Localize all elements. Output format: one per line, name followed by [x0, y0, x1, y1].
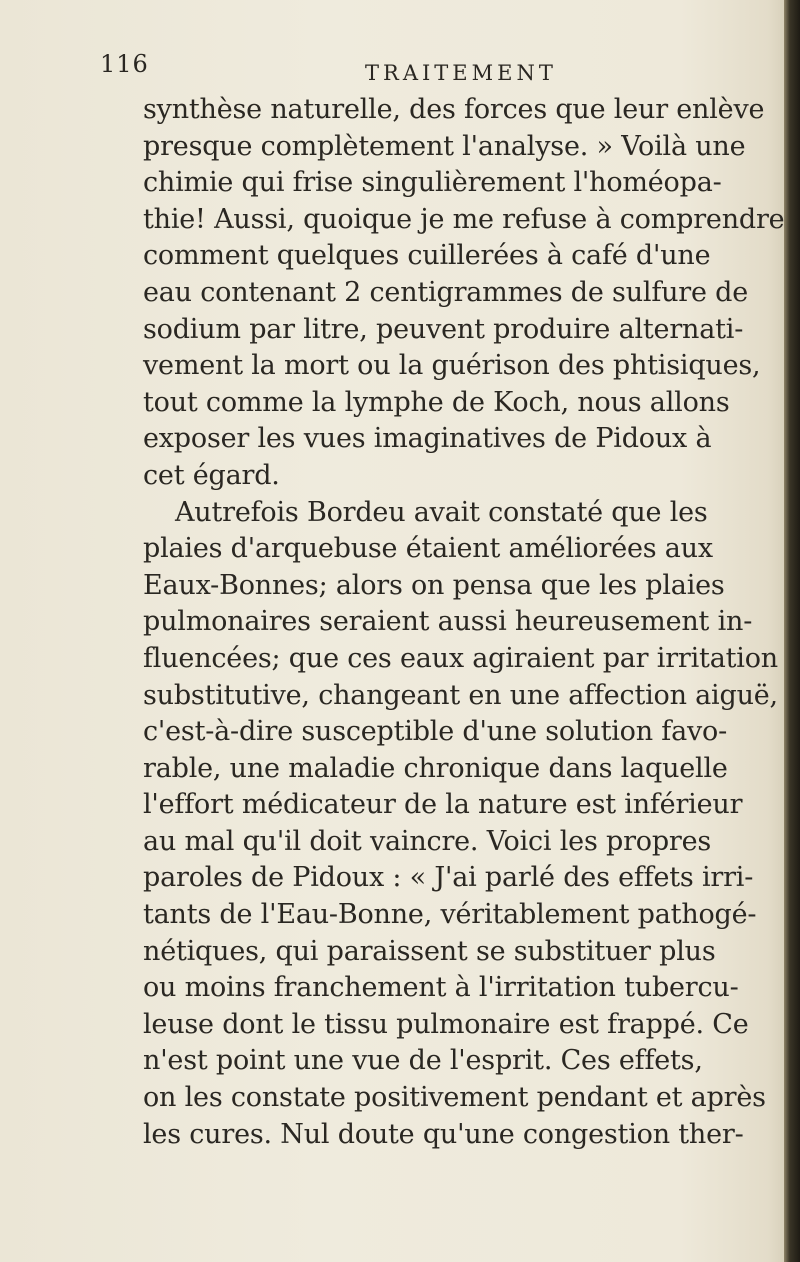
text-line: pulmonaires seraient aussi heureusement in-	[143, 606, 753, 638]
text-line: cet égard.	[143, 459, 280, 491]
paragraph-first-line: Autrefois Bordeu avait constaté que les	[175, 496, 708, 528]
text-line: fluencées; que ces eaux agiraient par irritation	[143, 642, 778, 674]
text-line: paroles de Pidoux : « J'ai parlé des effets irri-	[143, 862, 754, 894]
text-line: tants de l'Eau-Bonne, véritablement pathogé-	[143, 899, 757, 931]
text-line: comment quelques cuillerées à café d'une	[143, 240, 711, 272]
text-line: on les constate positivement pendant et après	[143, 1082, 766, 1114]
text-line: leuse dont le tissu pulmonaire est frappé. Ce	[143, 1008, 749, 1040]
text-line: tout comme la lymphe de Koch, nous allons	[143, 386, 730, 418]
running-head-title: TRAITEMENT	[365, 61, 557, 85]
text-line: nétiques, qui paraissent se substituer plus	[143, 935, 716, 967]
page-number: 116	[100, 50, 149, 78]
text-line: Eaux-Bonnes; alors on pensa que les plaies	[143, 569, 725, 601]
text-line: substitutive, changeant en une affection aiguë,	[143, 679, 778, 711]
running-head	[100, 40, 780, 90]
text-line: rable, une maladie chronique dans laquelle	[143, 752, 728, 784]
text-line: n'est point une vue de l'esprit. Ces effets,	[143, 1045, 703, 1077]
text-line: plaies d'arquebuse étaient améliorées aux	[143, 533, 713, 565]
page-binding-edge	[784, 0, 800, 1262]
text-line: sodium par litre, peuvent produire alternati-	[143, 313, 744, 345]
text-line: synthèse naturelle, des forces que leur enlève	[143, 94, 765, 125]
text-line: presque complètement l'analyse. » Voilà une	[143, 130, 746, 162]
text-line: chimie qui frise singulièrement l'homéopa-	[143, 167, 722, 199]
text-line: c'est-à-dire susceptible d'une solution favo-	[143, 716, 728, 748]
text-line: l'effort médicateur de la nature est inférieur	[143, 789, 743, 821]
text-line: thie! Aussi, quoique je me refuse à comprendre	[143, 203, 785, 235]
text-line: ou moins franchement à l'irritation tubercu-	[143, 972, 739, 1004]
text-line: eau contenant 2 centigrammes de sulfure de	[143, 276, 749, 308]
text-line: au mal qu'il doit vaincre. Voici les propres	[143, 825, 712, 857]
body-text	[143, 92, 783, 1153]
text-line: vement la mort ou la guérison des phtisiques,	[143, 350, 761, 382]
text-line: les cures. Nul doute qu'une congestion ther-	[143, 1118, 744, 1150]
text-line: exposer les vues imaginatives de Pidoux à	[143, 423, 712, 455]
